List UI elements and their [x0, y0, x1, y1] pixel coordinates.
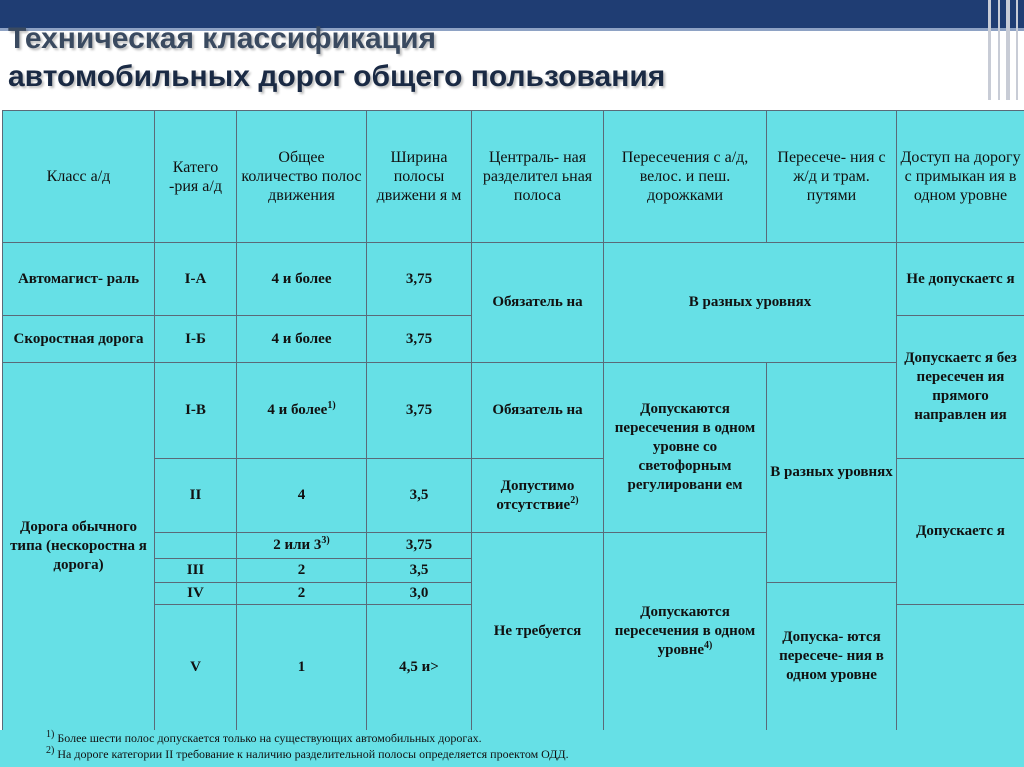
header-median: Централь- ная разделител ьная полоса [472, 111, 604, 243]
footnote-1-text: Более шести полос допускается только на существующих автомобильных дорогах. [54, 731, 482, 745]
category-IB: I-Б [155, 316, 237, 363]
header-access: Доступ на дорогу с примыкан ия в одном уровне [897, 111, 1024, 243]
median-not-required: Не требуется [472, 533, 604, 731]
title-line-1: Техническая классификация [8, 22, 437, 55]
rail-same-level: Допуска- ются пересече- ния в одном уровне [767, 583, 897, 731]
crossings-same-level-text: Допускаются пересечения в одном уровне [614, 604, 756, 658]
footnote-1-mark: 1) [46, 729, 55, 740]
footnote-ref-3: 3) [321, 535, 330, 546]
footnote-2-mark: 2) [46, 745, 55, 756]
footnote-2-text: На дороге категории II требование к наличию разделительной полосы определяется проектом ОДД. [54, 747, 569, 761]
median-optional-text: Допустимо отсутствие [496, 477, 575, 513]
header-crossings-rail: Пересече- ния с ж/д и трам. путями [767, 111, 897, 243]
crossings-same-level-allowed [604, 533, 767, 731]
lanes-IV [237, 363, 367, 459]
footnote-2 [0, 746, 1024, 762]
width-V: 4,5 и> [367, 605, 472, 731]
lanes-II-b [237, 533, 367, 559]
lanes-IB: 4 и более [237, 316, 367, 363]
width-IA: 3,75 [367, 243, 472, 316]
access-allowed-no-cross: Допускаетс я без пересечен ия прямого направлен ия [897, 316, 1024, 459]
class-ordinary: Дорога обычного типа (нескоростна я дорога) [3, 363, 155, 731]
median-optional [472, 459, 604, 533]
class-motorway: Автомагист- раль [3, 243, 155, 316]
category-III: III [155, 559, 237, 583]
lanes-III: 2 [237, 559, 367, 583]
category-II-b [155, 533, 237, 559]
header-crossings-road: Пересечения с а/д, велос. и пеш. дорожками [604, 111, 767, 243]
rail-different-levels: В разных уровнях [767, 363, 897, 583]
footnote-ref-1: 1) [327, 400, 336, 411]
slide-title [8, 20, 908, 96]
category-IV: I-В [155, 363, 237, 459]
footnote-1 [0, 730, 1024, 746]
header-width: Ширина полосы движени я м [367, 111, 472, 243]
decorative-lines [984, 0, 1024, 100]
header-class: Класс а/д [3, 111, 155, 243]
header-lanes: Общее количество полос движения [237, 111, 367, 243]
lanes-IV-road: 2 [237, 583, 367, 605]
category-IV-road: IV [155, 583, 237, 605]
crossings-different-levels: В разных уровнях [604, 243, 897, 363]
median-required-2: Обязатель на [472, 363, 604, 459]
width-IV-road: 3,0 [367, 583, 472, 605]
median-required-1: Обязатель на [472, 243, 604, 363]
footnote-ref-4: 4) [704, 640, 713, 651]
width-II-b: 3,75 [367, 533, 472, 559]
lanes-IA: 4 и более [237, 243, 367, 316]
category-II: II [155, 459, 237, 533]
width-II-a: 3,5 [367, 459, 472, 533]
crossings-signal-allowed: Допускаются пересечения в одном уровне со светофорным регулировани ем [604, 363, 767, 533]
classification-table [2, 110, 1024, 731]
footnotes [0, 730, 1024, 767]
category-IA: I-А [155, 243, 237, 316]
width-III: 3,5 [367, 559, 472, 583]
access-not-allowed: Не допускаетс я [897, 243, 1024, 316]
access-allowed: Допускаетс я [897, 459, 1024, 605]
lanes-IV-value: 4 и более [267, 402, 328, 418]
header-category: Катего -рия а/д [155, 111, 237, 243]
footnote-ref-2: 2) [570, 494, 579, 506]
width-IV: 3,75 [367, 363, 472, 459]
width-IB: 3,75 [367, 316, 472, 363]
lanes-II-a: 4 [237, 459, 367, 533]
title-line-2: автомобильных дорог общего пользования [8, 60, 666, 93]
class-expressway: Скоростная дорога [3, 316, 155, 363]
lanes-II-b-value: 2 или 3 [273, 537, 322, 553]
category-V: V [155, 605, 237, 731]
lanes-V: 1 [237, 605, 367, 731]
